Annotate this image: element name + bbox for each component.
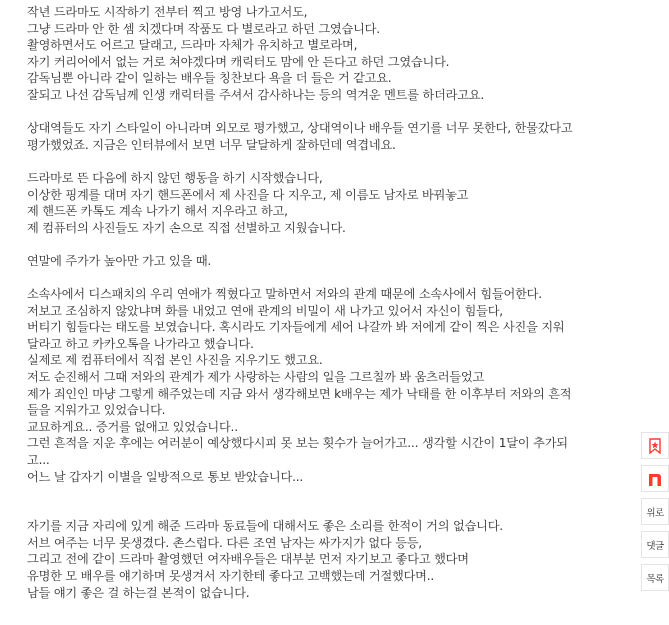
text-line: 작년 드라마도 시작하기 전부터 찍고 방영 나가고서도, [27, 5, 308, 19]
bookmark-button[interactable] [641, 432, 669, 459]
text-line: 잘되고 나선 감독님께 인생 캐릭터를 주셔서 감사하나는 등의 역겨운 멘트를 하더라고요. [27, 87, 485, 102]
text-line: 감독님뿐 아니라 같이 일하는 배우들 칭찬보다 욕을 더 들은 거 같고요. [27, 71, 392, 86]
paragraph-gap [27, 236, 637, 253]
text-line: 제가 죄인인 마냥 그렇게 해주었는데 지금 와서 생각해보면 k배우는 제가 낙태를 한 이후부터 저와의 흔적 [27, 386, 572, 401]
naver-share-button[interactable] [641, 465, 669, 492]
text-line: 평가했었죠. 지금은 인터뷰에서 보면 너무 달달하게 잘하던데 역겹네요. [27, 137, 396, 152]
text-line: 소속사에서 디스패치의 우리 연애가 찍혔다고 말하면서 저와의 관계 때문에 소속사에서 힘들어한다. [27, 287, 542, 302]
paragraph-6 [27, 518, 637, 601]
text-line: 남들 얘기 좋은 걸 하는걸 본적이 없습니다. [27, 585, 250, 600]
paragraph-gap [27, 485, 637, 518]
list-button[interactable]: 목록 [641, 564, 669, 591]
text-line: 저도 순진해서 그때 저와의 관계가 제가 사랑하는 사람의 일을 그르칠까 봐 움츠러들었고 [27, 370, 485, 385]
text-line: 연말에 주가가 높아만 가고 있을 때. [27, 253, 212, 268]
paragraph-5 [27, 286, 637, 485]
paragraph-3 [27, 170, 637, 236]
paragraph-gap [27, 104, 637, 121]
text-line: 교묘하게요.. 증거를 없애고 있었습니다.. [27, 419, 238, 434]
bookmark-star-icon [648, 438, 662, 454]
n-logo-icon [647, 471, 663, 487]
text-line: 유명한 모 배우를 얘기하며 못생겨서 자기한테 좋다고 고백했는데 거절했다며.. [27, 569, 435, 583]
comments-button[interactable]: 댓글 [641, 531, 669, 558]
text-line: 드라마로 뜬 다음에 하지 않던 행동을 하기 시작했습니다, [27, 170, 323, 185]
cheer-button[interactable]: 위로 [641, 498, 669, 525]
paragraph-2 [27, 120, 637, 153]
text-line: 들을 지워가고 있었습니다. [27, 403, 166, 418]
text-line: 제 핸드폰 카톡도 계속 나가기 해서 지우라고 하고, [27, 204, 288, 219]
side-toolbar [641, 432, 669, 597]
text-line: 이상한 핑계를 대며 자기 핸드폰에서 제 사진을 다 지우고, 제 이름도 남자로 바꿔놓고 [27, 187, 469, 202]
text-line: 고... [27, 453, 50, 468]
paragraph-1 [27, 4, 637, 104]
text-line: 어느 날 갑자기 이별을 일방적으로 통보 받았습니다... [27, 469, 304, 484]
text-line: 저보고 조심하지 않았냐며 화를 내었고 연애 관계의 비밀이 새 나가고 있어서 자신이 힘들다, [27, 303, 503, 318]
text-line: 자기 커리어에서 없는 거로 쳐야겠다며 캐릭터도 맘에 안 든다고 하던 그였습니다. [27, 54, 450, 69]
paragraph-4 [27, 253, 637, 270]
text-line: 버티기 힘들다는 태도를 보였습니다. 혹시라도 기자들에게 세어 나갈까 봐 저에게 같이 찍은 사진을 지워 [27, 320, 565, 335]
text-line: 상대역들도 자기 스타일이 아니라며 외모로 평가했고, 상대역이나 배우들 연기를 너무 못한다, 한물갔다고 [27, 121, 573, 136]
text-line: 실제로 제 컴퓨터에서 직접 본인 사진을 지우기도 했고요. [27, 353, 323, 368]
text-line: 달라고 하고 카카오톡을 나가라고 했습니다. [27, 336, 254, 351]
text-line: 자기를 지금 자리에 있게 해준 드라마 동료들에 대해서도 좋은 소리를 한적이 거의 없습니다. [27, 519, 503, 534]
text-line: 그런 흔적을 지운 후에는 여러분이 예상했다시피 못 보는 횟수가 늘어가고... 생각할 시간이 1달이 추가되 [27, 436, 568, 451]
paragraph-gap [27, 153, 637, 170]
text-line: 그냥 드라마 안 한 셈 치겠다며 작품도 다 별로라고 하던 그였습니다. [27, 21, 380, 36]
text-line: 제 컴퓨터의 사진들도 자기 손으로 직접 선별하고 지웠습니다. [27, 220, 346, 235]
text-line: 서브 여주는 너무 못생겼다. 촌스럽다. 다른 조연 남자는 싸가지가 없다 등등, [27, 535, 422, 550]
post-body [27, 4, 637, 601]
paragraph-gap [27, 270, 637, 287]
text-line: 촬영하면서도 어르고 달래고, 드라마 자체가 유치하고 별로라며, [27, 38, 358, 53]
text-line: 그리고 전에 같이 드라마 촬영했던 여자배우들은 대부분 먼저 자기보고 좋다고 했다며 [27, 552, 469, 567]
